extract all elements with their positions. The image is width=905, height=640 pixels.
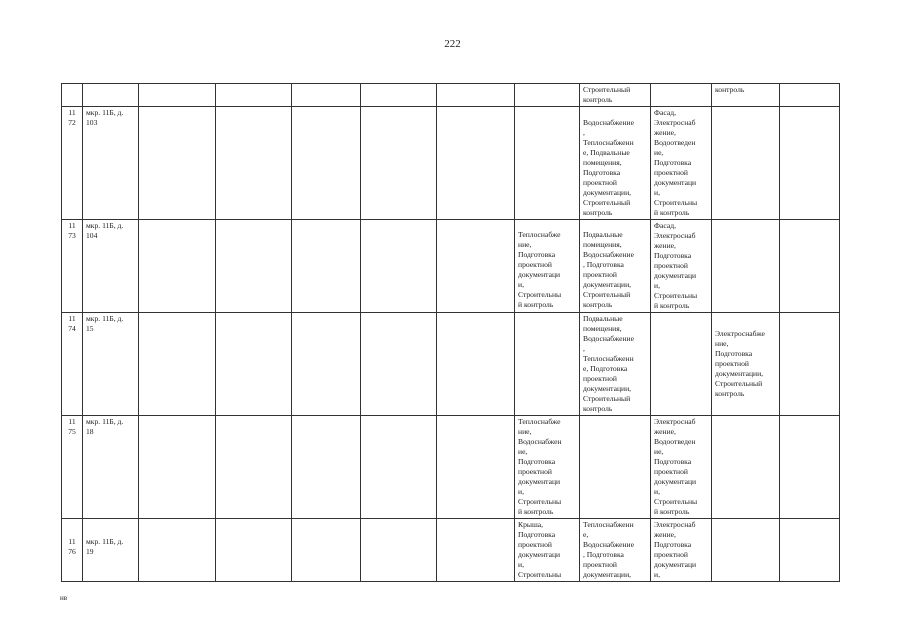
work-cell xyxy=(437,416,515,519)
work-cell: Теплоснабже ние, Подготовка проектной документаци и, Строительны й контроль xyxy=(515,220,580,313)
work-cell xyxy=(139,107,216,220)
row-number-cell xyxy=(62,84,83,107)
work-cell xyxy=(437,313,515,416)
work-cell xyxy=(580,416,651,519)
work-cell: Водоснабжение , Теплоснабженн e, Подвальные помещения, Подготовка проектной документации, Строительный контроль xyxy=(580,107,651,220)
work-cell xyxy=(139,84,216,107)
work-cell xyxy=(712,107,780,220)
work-cell xyxy=(139,519,216,582)
row-number-cell: 11 74 xyxy=(62,313,83,416)
address-cell: мкр. 11Б, д. 15 xyxy=(83,313,139,416)
work-cell xyxy=(712,519,780,582)
address-cell: мкр. 11Б, д. 18 xyxy=(83,416,139,519)
work-cell xyxy=(361,416,437,519)
page-number: 222 xyxy=(444,38,461,50)
work-cell xyxy=(361,220,437,313)
work-cell xyxy=(292,313,361,416)
work-cell xyxy=(292,519,361,582)
work-cell xyxy=(712,220,780,313)
work-cell xyxy=(780,313,840,416)
table-row xyxy=(62,519,840,582)
work-cell xyxy=(292,84,361,107)
work-cell xyxy=(139,313,216,416)
address-cell xyxy=(83,84,139,107)
work-cell xyxy=(780,107,840,220)
work-cell xyxy=(216,107,292,220)
work-cell xyxy=(780,84,840,107)
work-cell xyxy=(216,519,292,582)
work-cell: Фасад, Электроснаб жение, Подготовка проектной документаци и, Строительны й контроль xyxy=(651,220,712,313)
work-cell xyxy=(216,220,292,313)
work-cell xyxy=(437,220,515,313)
work-cell xyxy=(361,519,437,582)
work-cell xyxy=(216,313,292,416)
work-cell xyxy=(437,519,515,582)
row-number-cell: 11 73 xyxy=(62,220,83,313)
table-row xyxy=(62,313,840,416)
work-cell xyxy=(515,313,580,416)
work-cell xyxy=(712,416,780,519)
table-row xyxy=(62,220,840,313)
address-cell: мкр. 11Б, д. 103 xyxy=(83,107,139,220)
work-cell xyxy=(780,416,840,519)
work-cell: Электроснабже ние, Подготовка проектной документации, Строительный контроль xyxy=(712,313,780,416)
work-cell xyxy=(292,107,361,220)
work-cell xyxy=(216,416,292,519)
address-cell: мкр. 11Б, д. 104 xyxy=(83,220,139,313)
work-cell: Подвальные помещения, Водоснабжение , Теплоснабженн e, Подготовка проектной документации, Строительный контроль xyxy=(580,313,651,416)
work-cell: Теплоснабже ние, Водоснабжен ие, Подготовка проектной документаци и, Строительны й контроль xyxy=(515,416,580,519)
address-cell: мкр. 11Б, д. 19 xyxy=(83,519,139,582)
repair-schedule-table xyxy=(61,83,840,582)
work-cell: Электроснаб жение, Подготовка проектной документаци и, xyxy=(651,519,712,582)
table-row xyxy=(62,416,840,519)
work-cell xyxy=(515,84,580,107)
work-cell xyxy=(780,220,840,313)
row-number-cell: 11 72 xyxy=(62,107,83,220)
work-cell: Фасад, Электроснаб жение, Водоотведен ие, Подготовка проектной документаци и, Строительны й контроль xyxy=(651,107,712,220)
work-cell: Крыша, Подготовка проектной документаци и, Строительны xyxy=(515,519,580,582)
work-cell xyxy=(651,84,712,107)
work-cell xyxy=(515,107,580,220)
work-cell xyxy=(437,107,515,220)
work-cell xyxy=(216,84,292,107)
work-cell xyxy=(139,416,216,519)
table-row xyxy=(62,107,840,220)
work-cell xyxy=(361,313,437,416)
work-cell xyxy=(292,416,361,519)
work-cell: контроль xyxy=(712,84,780,107)
row-number-cell: 11 75 xyxy=(62,416,83,519)
work-cell xyxy=(292,220,361,313)
work-cell xyxy=(139,220,216,313)
work-cell xyxy=(780,519,840,582)
row-number-cell: 11 76 xyxy=(62,519,83,582)
work-cell: Строительный контроль xyxy=(580,84,651,107)
work-cell: Подвальные помещения, Водоснабжение , Подготовка проектной документации, Строительный контроль xyxy=(580,220,651,313)
table-row xyxy=(62,84,840,107)
work-cell: Электроснаб жение, Водоотведен ие, Подготовка проектной документаци и, Строительны й контроль xyxy=(651,416,712,519)
work-cell xyxy=(437,84,515,107)
work-cell xyxy=(651,313,712,416)
work-cell xyxy=(361,107,437,220)
work-cell xyxy=(361,84,437,107)
footer-mark: нв xyxy=(60,594,68,602)
work-cell: Теплоснабженн e, Водоснабжение , Подготовка проектной документации, xyxy=(580,519,651,582)
